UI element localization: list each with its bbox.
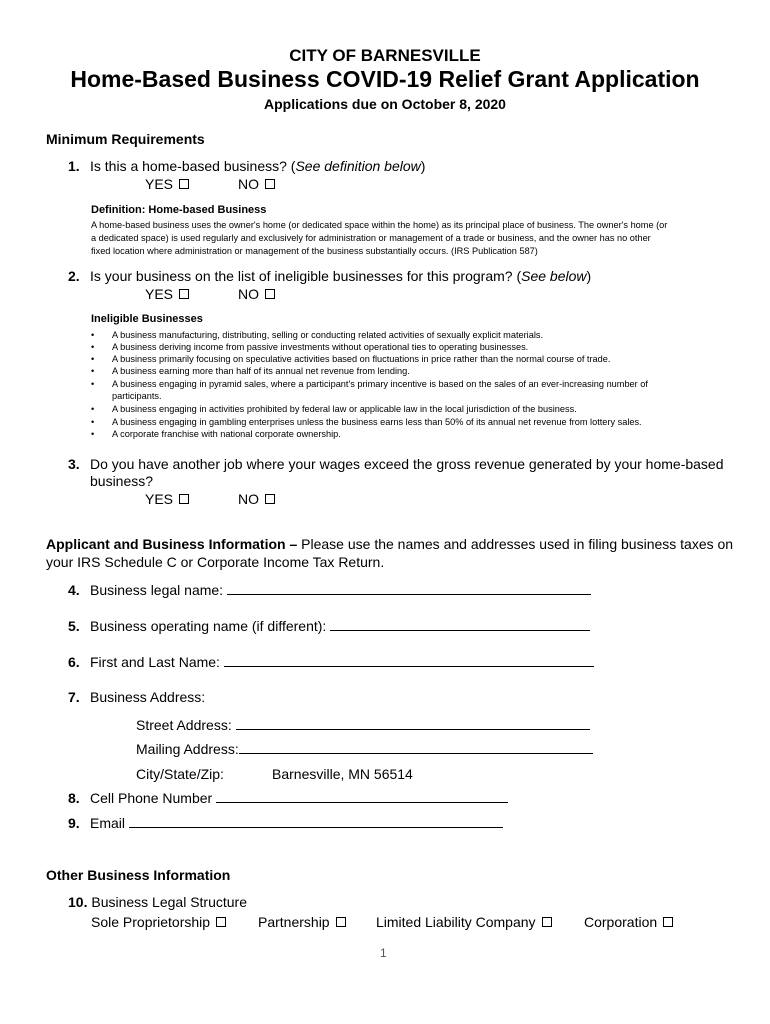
q1-yes-option[interactable]: YES — [145, 176, 189, 192]
applicant-section-intro: Applicant and Business Information – Please use the names and addresses used in filing business taxes on — [46, 536, 734, 552]
minimum-requirements-heading: Minimum Requirements — [46, 131, 205, 147]
cell-phone-field[interactable] — [216, 790, 508, 803]
question-number: 3. — [68, 456, 80, 472]
question-8: 8. Cell Phone Number — [68, 790, 508, 806]
page-number: 1 — [380, 946, 387, 960]
applicant-heading: Applicant and Business Information – — [46, 536, 298, 552]
checkbox[interactable] — [265, 289, 275, 299]
question-6: 6. First and Last Name: — [68, 654, 594, 670]
definition-line-3: fixed location where administration or management of the business substantially occurs. (IRS Publication 587) — [91, 246, 538, 256]
applicant-section-intro-line-2: your IRS Schedule C or Corporate Income Tax Return. — [46, 554, 385, 570]
business-legal-name-field[interactable] — [227, 582, 591, 595]
definition-line-1: A home-based business uses the owner's home (or dedicated space within the home) as its principal place of business. The owner's home (or — [91, 220, 668, 230]
question-1: 1. Is this a home-based business? (See definition below) — [68, 158, 426, 174]
question-3: 3. Do you have another job where your wages exceed the gross revenue generated by your home-based — [68, 456, 724, 472]
city-heading: CITY OF BARNESVILLE — [289, 46, 481, 65]
city-state-zip-value: Barnesville, MN 56514 — [272, 766, 413, 782]
question-10: 10. Business Legal Structure — [68, 894, 247, 910]
checkbox[interactable] — [663, 917, 673, 927]
ineligible-title: Ineligible Businesses — [91, 313, 203, 325]
q3-no-option[interactable]: NO — [238, 491, 275, 507]
ineligible-list-item: • A business manufacturing, distributing, selling or conducting related activities of sexually explicit materials. — [91, 330, 544, 340]
q2-yes-option[interactable]: YES — [145, 286, 189, 302]
mailing-address-row: Mailing Address: — [136, 741, 593, 757]
ineligible-list-item-continued: participants. — [112, 391, 162, 401]
ineligible-list-item: • A business earning more than half of its annual net revenue from lending. — [91, 366, 410, 376]
checkbox[interactable] — [179, 179, 189, 189]
city-state-zip-label: City/State/Zip: — [136, 766, 224, 782]
question-2: 2. Is your business on the list of ineligible businesses for this program? (See below) — [68, 268, 592, 284]
business-operating-name-field[interactable] — [330, 618, 590, 631]
option-corporation[interactable]: Corporation — [584, 914, 673, 930]
question-4: 4. Business legal name: — [68, 582, 591, 598]
option-llc[interactable]: Limited Liability Company — [376, 914, 552, 930]
street-address-field[interactable] — [236, 717, 590, 730]
option-sole-proprietorship[interactable]: Sole Proprietorship — [91, 914, 226, 930]
ineligible-list-item: • A business primarily focusing on speculative activities based on fluctuations in price rather than the normal course of trade. — [91, 354, 611, 364]
q3-yes-option[interactable]: YES — [145, 491, 189, 507]
q2-no-option[interactable]: NO — [238, 286, 275, 302]
checkbox[interactable] — [542, 917, 552, 927]
form-title: Home-Based Business COVID-19 Relief Grant Application — [70, 66, 700, 92]
ineligible-list-item: • A business engaging in pyramid sales, where a participant's primary incentive is based on the sales of an ever-increasing number of — [91, 379, 648, 389]
due-date: Applications due on October 8, 2020 — [264, 96, 506, 112]
other-business-heading: Other Business Information — [46, 867, 231, 883]
question-number: 2. — [68, 268, 80, 284]
ineligible-list-item: • A business deriving income from passive investments without operational ties to operating businesses. — [91, 342, 529, 352]
checkbox[interactable] — [265, 179, 275, 189]
email-field[interactable] — [129, 815, 503, 828]
checkbox[interactable] — [216, 917, 226, 927]
first-last-name-field[interactable] — [224, 654, 594, 667]
q1-no-option[interactable]: NO — [238, 176, 275, 192]
checkbox[interactable] — [265, 494, 275, 504]
checkbox[interactable] — [179, 289, 189, 299]
option-partnership[interactable]: Partnership — [258, 914, 346, 930]
ineligible-list-item: • A corporate franchise with national corporate ownership. — [91, 429, 341, 439]
checkbox[interactable] — [336, 917, 346, 927]
street-address-row: Street Address: — [136, 717, 590, 733]
checkbox[interactable] — [179, 494, 189, 504]
question-3-line-2: business? — [90, 473, 154, 489]
question-9: 9. Email — [68, 815, 503, 831]
question-number: 1. — [68, 158, 80, 174]
question-7: 7. Business Address: — [68, 689, 206, 705]
ineligible-list-item: • A business engaging in gambling enterprises unless the business earns less than 50% of its annual net revenue from lottery sales. — [91, 417, 642, 427]
definition-line-2: a dedicated space) is used regularly and exclusively for administration or management of a trade or business, and the owner has no other — [91, 233, 651, 243]
definition-title: Definition: Home-based Business — [91, 204, 267, 216]
mailing-address-field[interactable] — [239, 741, 593, 754]
ineligible-list-item: • A business engaging in activities prohibited by federal law or applicable law in the local jurisdiction of the business. — [91, 404, 577, 414]
question-5: 5. Business operating name (if different): — [68, 618, 590, 634]
